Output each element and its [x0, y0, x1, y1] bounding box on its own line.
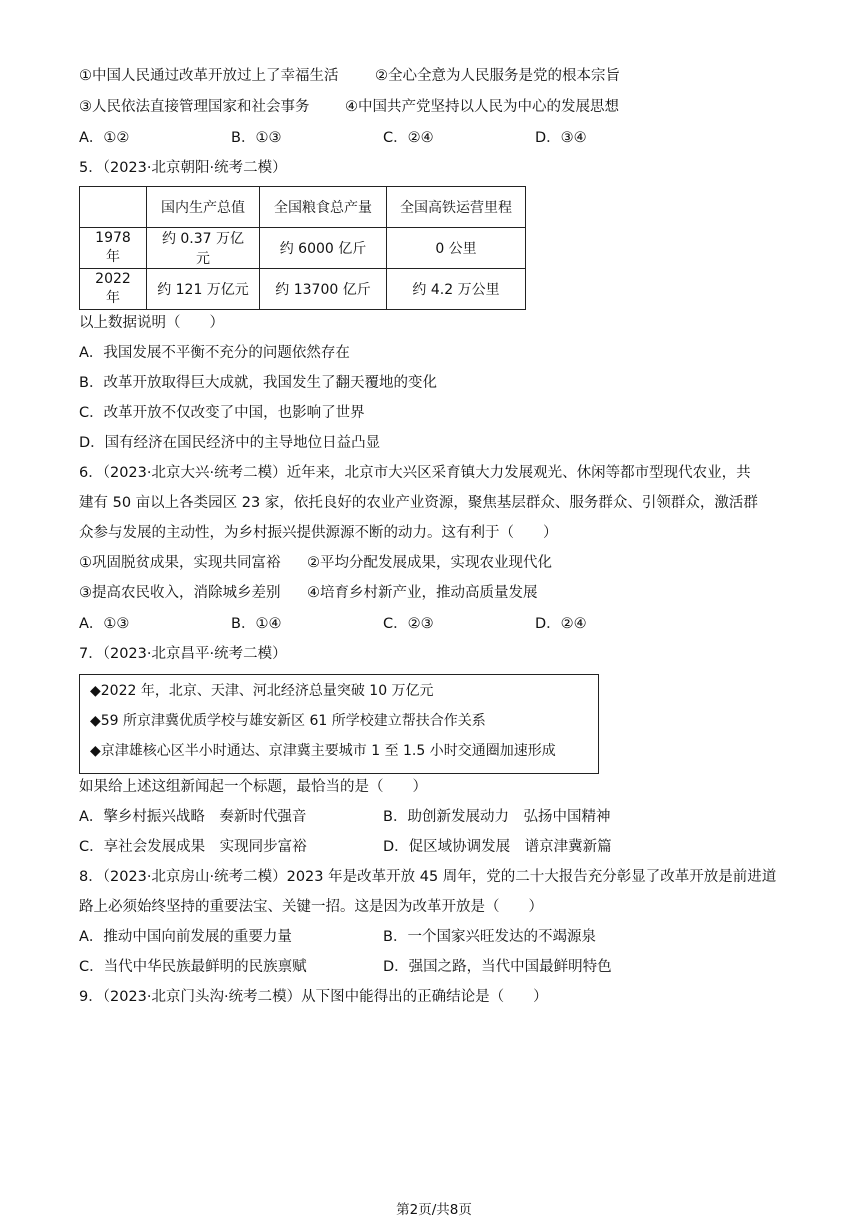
- q4-option-1: ①中国人民通过改革开放过上了幸福生活: [79, 68, 339, 84]
- table-cell: 约 4.2 万公里: [387, 269, 526, 310]
- q4-option-line-2: [79, 97, 619, 117]
- q4-choice-b: B．①③: [231, 130, 282, 146]
- table-row: [80, 269, 526, 310]
- q4-choice-d: D．③④: [535, 130, 587, 146]
- q5-choice-d: D．国有经济在国民经济中的主导地位日益凸显: [79, 435, 381, 451]
- q7-choice-a: A．擎乡村振兴战略 奏新时代强音: [79, 809, 307, 825]
- q7-choice-c: C．享社会发展成果 实现同步富裕: [79, 839, 307, 855]
- q5-choice-b: B．改革开放取得巨大成就，我国发生了翻天覆地的变化: [79, 375, 437, 391]
- q8-choice-c: C．当代中华民族最鲜明的民族禀赋: [79, 959, 307, 975]
- q6-choice-d: D．②④: [535, 616, 587, 632]
- table-cell: 约 0.37 万亿元: [147, 228, 260, 269]
- table-cell: 约 13700 亿斤: [260, 269, 387, 310]
- q7-news-item-1: ◆2022 年，北京、天津、河北经济总量突破 10 万亿元: [90, 683, 434, 699]
- q9-stem-line-1: 9．（2023·北京门头沟·统考二模）从下图中能得出的正确结论是（ ）: [79, 989, 548, 1005]
- q4-choice-a: A．①②: [79, 130, 130, 146]
- q6-option-4: ④培育乡村新产业，推动高质量发展: [307, 585, 538, 601]
- q6-stem-line-2: 建有 50 亩以上各类园区 23 家，依托良好的农业产业资源，聚焦基层群众、服务群众、引领群众，激活群: [79, 495, 758, 511]
- q4-option-2: ②全心全意为人民服务是党的根本宗旨: [375, 68, 620, 84]
- q6-option-3: ③提高农民收入，消除城乡差别: [79, 585, 281, 601]
- q5-stem: 以上数据说明（ ）: [79, 315, 224, 331]
- table-cell: 2022 年: [80, 269, 147, 310]
- q5-choice-c: C．改革开放不仅改变了中国，也影响了世界: [79, 405, 365, 421]
- table-cell: 0 公里: [387, 228, 526, 269]
- q7-stem: 如果给上述这组新闻起一个标题，最恰当的是（ ）: [79, 779, 427, 795]
- q4-option-3: ③人民依法直接管理国家和社会事务: [79, 99, 310, 115]
- q8-stem-line-1: 8．（2023·北京房山·统考二模）2023 年是改革开放 45 周年，党的二十大报告充分彰显了改革开放是前进道: [79, 869, 777, 885]
- q7-choice-b: B．助创新发展动力 弘扬中国精神: [383, 809, 611, 825]
- q6-stem-line-1: 6．（2023·北京大兴·统考二模）近年来，北京市大兴区采育镇大力发展观光、休闲等都市型现代农业，共: [79, 465, 751, 481]
- q6-option-1: ①巩固脱贫成果，实现共同富裕: [79, 555, 281, 571]
- q6-option-2: ②平均分配发展成果，实现农业现代化: [307, 555, 552, 571]
- table-row: [80, 228, 526, 269]
- q4-option-line-1: [79, 66, 620, 86]
- table-cell: 1978 年: [80, 228, 147, 269]
- page-number: 第2页/共8页: [396, 1202, 472, 1218]
- q5-choice-a: A．我国发展不平衡不充分的问题依然存在: [79, 345, 350, 361]
- q8-stem-line-2: 路上必须始终坚持的重要法宝、关键一招。这是因为改革开放是（ ）: [79, 899, 543, 915]
- q7-choice-d: D．促区域协调发展 谱京津冀新篇: [383, 839, 612, 855]
- q6-choice-b: B．①④: [231, 616, 282, 632]
- q4-option-4: ④中国共产党坚持以人民为中心的发展思想: [345, 99, 619, 115]
- q7-header: 7．（2023·北京昌平·统考二模）: [79, 646, 287, 662]
- q5-header: 5．（2023·北京朝阳·统考二模）: [79, 160, 287, 176]
- q4-choice-c: C．②④: [383, 130, 434, 146]
- q6-option-line-1: [79, 553, 552, 573]
- q6-choice-a: A．①③: [79, 616, 130, 632]
- q6-choice-c: C．②③: [383, 616, 434, 632]
- q8-choice-b: B．一个国家兴旺发达的不竭源泉: [383, 929, 596, 945]
- table-header-cell: 全国粮食总产量: [260, 187, 387, 228]
- q7-news-item-3: ◆京津雄核心区半小时通达、京津冀主要城市 1 至 1.5 小时交通圈加速形成: [90, 743, 556, 759]
- table-cell: 约 6000 亿斤: [260, 228, 387, 269]
- q6-option-line-2: [79, 583, 538, 603]
- table-cell: 约 121 万亿元: [147, 269, 260, 310]
- q5-data-table: [79, 186, 526, 310]
- q6-stem-line-3: 众参与发展的主动性，为乡村振兴提供源源不断的动力。这有利于（ ）: [79, 525, 558, 541]
- table-header-cell: 国内生产总值: [147, 187, 260, 228]
- table-header-cell: [80, 187, 147, 228]
- table-header-cell: 全国高铁运营里程: [387, 187, 526, 228]
- q7-news-box: [79, 674, 599, 774]
- q8-choice-a: A．推动中国向前发展的重要力量: [79, 929, 292, 945]
- q7-news-item-2: ◆59 所京津冀优质学校与雄安新区 61 所学校建立帮扶合作关系: [90, 713, 486, 729]
- q8-choice-d: D．强国之路，当代中国最鲜明特色: [383, 959, 612, 975]
- table-header-row: [80, 187, 526, 228]
